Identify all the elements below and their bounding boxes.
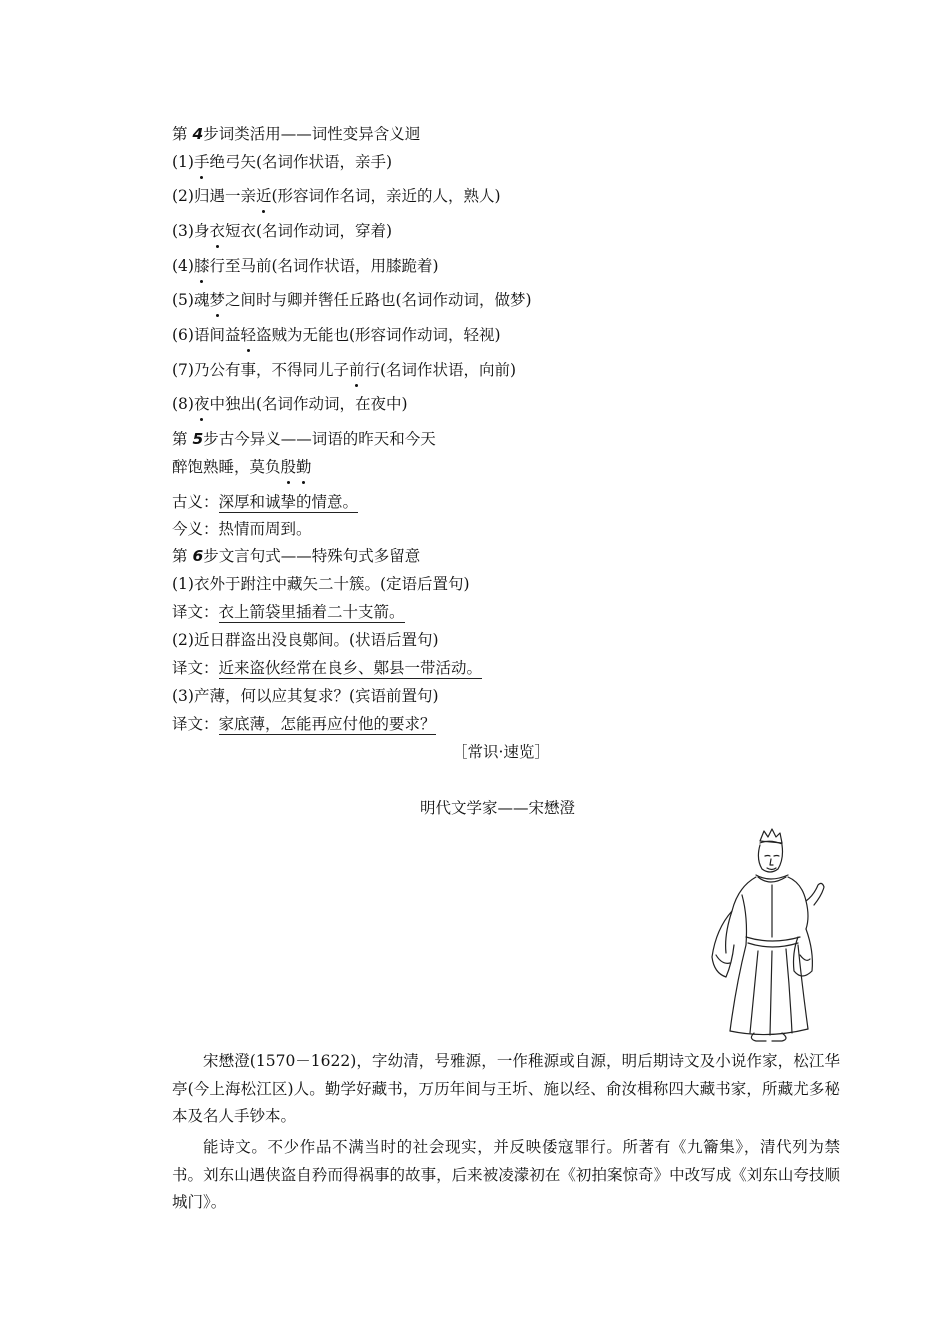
translation-2: 译文：近来盗伙经常在良乡、鄚县一带活动。 [172,659,483,677]
bio-paragraph-1: 宋懋澄(1570－1622)，字幼清，号雅源，一作稚源或自源，明后期诗文及小说作家，松江华亭(今上海松江区)人。勤学好藏书，万历年间与王圻、施以经、俞汝楫称四大藏书家，所藏尤多秘本及名人手钞本。 [172,1052,840,1125]
sentence-3: (3)产薄，何以应其复求？(宾语前置句) [172,687,439,705]
list-item: (5)魂梦之间时与卿并辔任丘路也(名词作动词，做梦) [172,291,532,309]
sentence-2: (2)近日群盗出没良鄚间。(状语后置句) [172,631,439,649]
list-item: (4)膝行至马前(名词作状语，用膝跪着) [172,257,439,275]
list-item: (8)夜中独出(名词作动词，在夜中) [172,395,408,413]
list-item: (3)身衣短衣(名词作动词，穿着) [172,222,393,240]
ancient-meaning: 古义：深厚和诚挚的情意。 [172,493,359,511]
section-5-heading: 第 5步古今异义——词语的昨天和今天 [172,430,436,448]
list-item: (1)手绝弓矢(名词作状语，亲手) [172,153,393,171]
list-item: (6)语间益轻盗贼为无能也(形容词作动词，轻视) [172,326,501,344]
section-6-heading: 第 6步文言句式——特殊句式多留意 [172,547,421,565]
bio-title: 明代文学家——宋懋澄 [420,799,576,817]
translation-3: 译文：家底薄，怎能再应付他的要求？ [172,715,436,733]
section-4-heading: 第 4步词类活用——词性变异含义迥 [172,125,421,143]
translation-1: 译文：衣上箭袋里插着二十支箭。 [172,603,405,621]
bio-paragraph-2: 能诗文。不少作品不满当时的社会现实，并反映倭寇罪行。所著有《九籥集》，清代列为禁书。刘东山遇侠盗自矜而得祸事的故事，后来被凌濛初在《初拍案惊奇》中改写成《刘东山夸技顺城门》。 [172,1138,840,1211]
list-item: (2)归遇一亲近(形容词作名词，亲近的人，熟人) [172,187,501,205]
modern-meaning: 今义：热情而周到。 [172,520,312,538]
portrait-illustration [702,825,832,1045]
section-tag: ［常识·速览］ [452,743,550,761]
list-item: (7)乃公有事，不得同儿子前行(名词作状语，向前) [172,361,517,379]
example-sentence: 醉饱熟睡，莫负殷勤 [172,458,312,476]
sentence-1: (1)衣外于跗注中藏矢二十簇。(定语后置句) [172,575,470,593]
